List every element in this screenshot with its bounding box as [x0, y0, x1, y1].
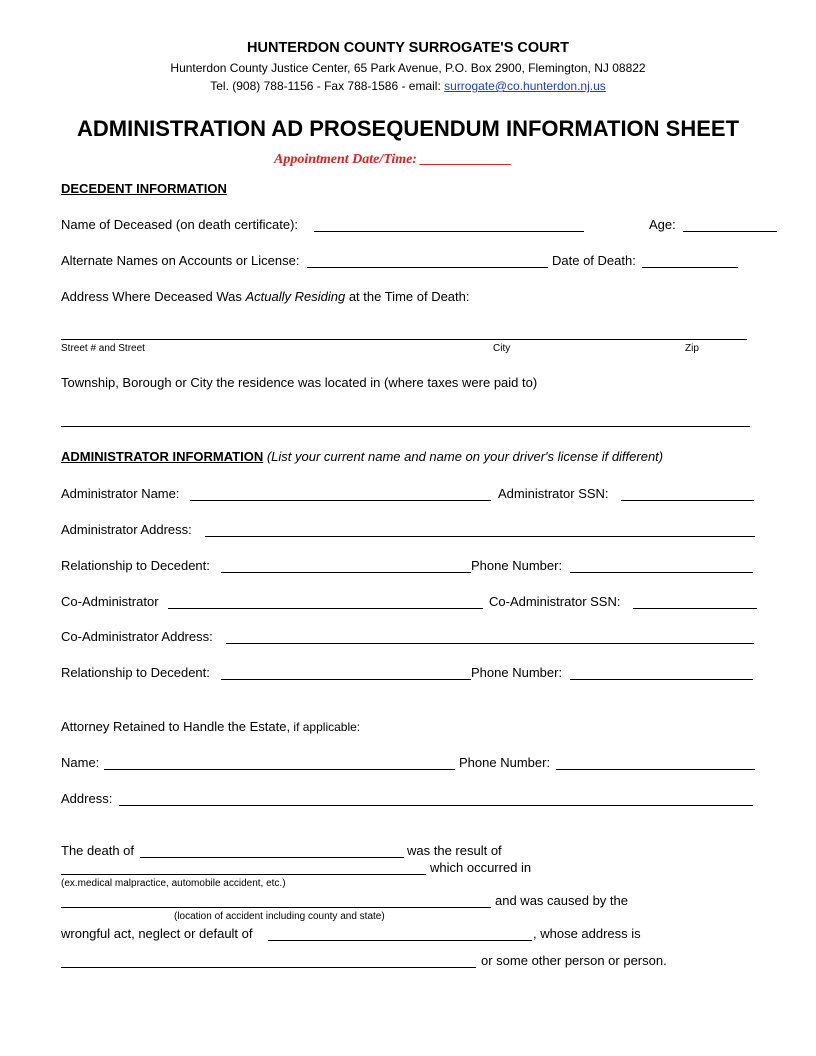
other-person-label: or some other person or person. [481, 953, 667, 968]
relationship-label: Relationship to Decedent: [61, 558, 210, 573]
co-relationship-label: Relationship to Decedent: [61, 665, 210, 680]
party-address-field[interactable] [61, 967, 476, 968]
street-caption: Street # and Street [61, 343, 145, 354]
deceased-name-field[interactable] [314, 231, 584, 232]
occurred-in-label: which occurred in [430, 860, 532, 875]
deceased-name-label: Name of Deceased (on death certificate): [61, 217, 299, 232]
residence-label-emphasis: Actually Residing [245, 289, 346, 304]
court-name: HUNTERDON COUNTY SURROGATE'S COURT [247, 40, 569, 56]
age-label: Age: [649, 217, 676, 232]
alternate-names-label: Alternate Names on Accounts or License: [61, 253, 300, 268]
location-field[interactable] [61, 907, 491, 908]
township-label: Township, Borough or City the residence was located in (where taxes were paid to) [61, 375, 538, 390]
decedent-heading: DECEDENT INFORMATION [61, 181, 227, 196]
administrator-name-field[interactable] [190, 500, 491, 501]
residence-address-label [61, 289, 470, 304]
administrator-ssn-label: Administrator SSN: [498, 486, 609, 501]
residence-address-field[interactable] [61, 339, 747, 340]
attorney-address-label: Address: [61, 791, 113, 806]
attorney-intro-small: if applicable: [290, 720, 361, 734]
attorney-name-label: Name: [61, 755, 100, 770]
death-of-label: The death of [61, 843, 134, 858]
attorney-intro-text: Attorney Retained to Handle the Estate, [61, 719, 291, 734]
administrator-ssn-field[interactable] [621, 500, 754, 501]
attorney-phone-field[interactable] [556, 769, 755, 770]
co-administrator-ssn-field[interactable] [633, 608, 757, 609]
phone-field[interactable] [570, 572, 753, 573]
whose-address-label: , whose address is [533, 926, 641, 941]
date-of-death-field[interactable] [642, 267, 738, 268]
wrongful-party-field[interactable] [268, 940, 532, 941]
co-relationship-field[interactable] [221, 679, 471, 680]
result-of-label: was the result of [407, 843, 502, 858]
tel-fax-text: Tel. (908) 788-1156 - Fax 788-1586 - email: [210, 79, 445, 93]
administrator-address-field[interactable] [205, 536, 755, 537]
court-address: Hunterdon County Justice Center, 65 Park Avenue, P.O. Box 2900, Flemington, NJ 08822 [170, 61, 646, 75]
co-administrator-address-label: Co-Administrator Address: [61, 629, 213, 644]
relationship-field[interactable] [221, 572, 471, 573]
location-caption: (location of accident including county and state) [174, 911, 385, 922]
date-of-death-label: Date of Death: [552, 253, 636, 268]
attorney-address-field[interactable] [119, 805, 753, 806]
court-contact [0, 79, 816, 93]
attorney-phone-label: Phone Number: [459, 755, 551, 770]
attorney-intro [61, 719, 360, 734]
administrator-address-label: Administrator Address: [61, 522, 192, 537]
wrongful-act-label: wrongful act, neglect or default of [61, 926, 253, 941]
administrator-heading: ADMINISTRATOR INFORMATION [61, 449, 264, 464]
co-administrator-address-field[interactable] [226, 643, 754, 644]
city-caption: City [493, 343, 511, 354]
age-field[interactable] [683, 231, 777, 232]
caused-by-label: and was caused by the [495, 893, 628, 908]
cause-caption: (ex.medical malpractice, automobile accident, etc.) [61, 878, 286, 889]
deceased-field[interactable] [140, 857, 404, 858]
administrator-name-label: Administrator Name: [61, 486, 180, 501]
co-administrator-field[interactable] [168, 608, 483, 609]
email-link[interactable]: surrogate@co.hunterdon.nj.us [444, 79, 606, 93]
attorney-name-field[interactable] [104, 769, 455, 770]
co-phone-field[interactable] [570, 679, 753, 680]
alternate-names-field[interactable] [307, 267, 548, 268]
co-phone-label: Phone Number: [471, 665, 563, 680]
residence-label-pre: Address Where Deceased Was [61, 289, 246, 304]
administrator-heading-note: (List your current name and name on your driver's license if different) [266, 449, 664, 464]
cause-field[interactable] [61, 874, 426, 875]
zip-caption: Zip [685, 343, 699, 354]
co-administrator-ssn-label: Co-Administrator SSN: [489, 594, 621, 609]
residence-label-post: at the Time of Death: [345, 289, 470, 304]
phone-label: Phone Number: [471, 558, 563, 573]
appointment-line[interactable]: Appointment Date/Time: _____________ [274, 152, 512, 167]
page-title: ADMINISTRATION AD PROSEQUENDUM INFORMATION SHEET [76, 116, 740, 141]
township-field[interactable] [61, 426, 750, 427]
co-administrator-label: Co-Administrator [61, 594, 159, 609]
administrator-heading-line [61, 449, 663, 464]
